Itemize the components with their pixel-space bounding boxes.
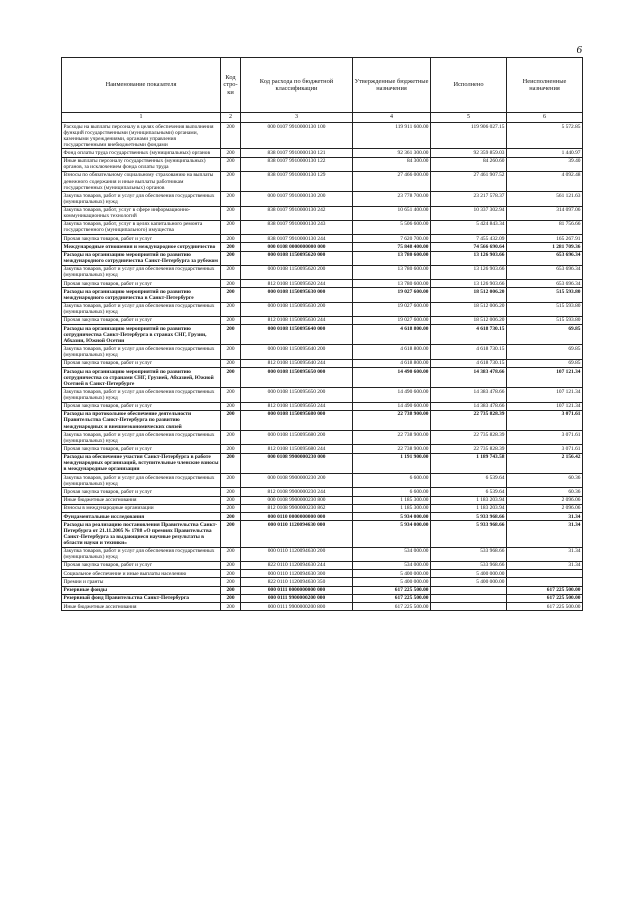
approved-cell: 14 490 600.00 — [353, 402, 431, 410]
expense-code-cell: 000 0108 9900000230 200 — [241, 473, 353, 487]
line-code-cell: 200 — [221, 280, 241, 288]
expense-code-cell: 000 0110 1120094630 300 — [241, 570, 353, 578]
line-code-cell: 200 — [221, 402, 241, 410]
expense-code-cell: 812 0108 1150095640 244 — [241, 359, 353, 367]
line-code-cell: 200 — [221, 431, 241, 445]
unexecuted-cell: 3 071.61 — [507, 431, 583, 445]
expense-code-cell: 000 0108 9900000230 800 — [241, 496, 353, 504]
expense-code-cell: 812 0108 1150095630 244 — [241, 316, 353, 324]
header-expense-code: Код расхода по бюджетной классификации — [241, 58, 353, 113]
approved-cell: 1 185 300.00 — [353, 504, 431, 512]
expense-code-cell: 000 0111 0000000000 000 — [241, 586, 353, 594]
column-number-row — [62, 113, 583, 123]
approved-cell: 23 778 700.00 — [353, 192, 431, 206]
table-row — [62, 578, 583, 586]
line-code-cell: 200 — [221, 288, 241, 302]
expense-code-cell: 812 0108 1150095620 244 — [241, 280, 353, 288]
table-row — [62, 206, 583, 220]
expense-code-cell: 812 0108 1150095680 244 — [241, 445, 353, 453]
line-code-cell: 200 — [221, 512, 241, 520]
approved-cell: 5 934 000.00 — [353, 512, 431, 520]
indicator-name-cell: Премии и гранты — [62, 578, 221, 586]
unexecuted-cell: 617 225 500.00 — [507, 594, 583, 602]
executed-cell: 1 183 203.94 — [431, 504, 507, 512]
expense-code-cell: 812 0108 1150095650 244 — [241, 402, 353, 410]
line-code-cell: 200 — [221, 192, 241, 206]
expense-code-cell: 822 0110 1120094630 350 — [241, 578, 353, 586]
expense-code-cell: 000 0110 0000000000 000 — [241, 512, 353, 520]
header-indicator-name: Наименование показателя — [62, 58, 221, 113]
line-code-cell: 200 — [221, 359, 241, 367]
approved-cell: 84 300.00 — [353, 157, 431, 171]
unexecuted-cell: 617 225 500.00 — [507, 603, 583, 611]
executed-cell: 13 126 903.66 — [431, 265, 507, 279]
column-number: 4 — [353, 113, 431, 123]
indicator-name-cell: Фундаментальные исследования — [62, 512, 221, 520]
unexecuted-cell: 69.85 — [507, 345, 583, 359]
approved-cell: 19 027 600.00 — [353, 316, 431, 324]
line-code-cell: 200 — [221, 251, 241, 265]
indicator-name-cell: Расходы на организацию мероприятий по развитию международного сотрудничества в Санкт-Петербурге — [62, 288, 221, 302]
line-code-cell: 200 — [221, 603, 241, 611]
expense-code-cell: 000 0108 9900000230 000 — [241, 453, 353, 473]
approved-cell: 19 027 600.00 — [353, 302, 431, 316]
approved-cell: 1 191 900.00 — [353, 453, 431, 473]
indicator-name-cell: Прочая закупка товаров, работ и услуг — [62, 359, 221, 367]
expense-code-cell: 000 0110 1120094630 000 — [241, 521, 353, 547]
expense-code-cell: 838 0107 9910000130 122 — [241, 157, 353, 171]
approved-cell: 4 618 800.00 — [353, 359, 431, 367]
approved-cell: 22 738 900.00 — [353, 410, 431, 430]
expense-code-cell: 000 0108 1150095680 000 — [241, 410, 353, 430]
approved-cell: 119 911 600.00 — [353, 123, 431, 149]
unexecuted-cell: 69.85 — [507, 325, 583, 345]
table-row — [62, 570, 583, 578]
table-row — [62, 521, 583, 547]
unexecuted-cell: 2 096.06 — [507, 496, 583, 504]
executed-cell: 6 539.64 — [431, 488, 507, 496]
unexecuted-cell: 653 696.34 — [507, 265, 583, 279]
line-code-cell: 200 — [221, 265, 241, 279]
approved-cell: 27 466 000.00 — [353, 171, 431, 191]
table-row — [62, 586, 583, 594]
line-code-cell: 200 — [221, 504, 241, 512]
indicator-name-cell: Закупка товаров, работ, услуг в сфере информационно-коммуникационных технологий — [62, 206, 221, 220]
unexecuted-cell — [507, 578, 583, 586]
column-number: 3 — [241, 113, 353, 123]
unexecuted-cell: 2 156.42 — [507, 453, 583, 473]
line-code-cell: 200 — [221, 570, 241, 578]
approved-cell: 92 361 300.00 — [353, 149, 431, 157]
line-code-cell: 200 — [221, 578, 241, 586]
line-code-cell: 200 — [221, 445, 241, 453]
approved-cell: 4 618 800.00 — [353, 345, 431, 359]
indicator-name-cell: Закупка товаров, работ и услуг для обеспечения государственных (муниципальных) нужд — [62, 265, 221, 279]
indicator-name-cell: Иные бюджетные ассигнования — [62, 496, 221, 504]
indicator-name-cell: Прочая закупка товаров, работ и услуг — [62, 561, 221, 569]
line-code-cell: 200 — [221, 496, 241, 504]
expense-code-cell: 000 0108 1150095640 200 — [241, 345, 353, 359]
table-header-row — [62, 58, 583, 113]
table-row — [62, 280, 583, 288]
unexecuted-cell: 107 121.34 — [507, 367, 583, 387]
line-code-cell: 200 — [221, 345, 241, 359]
indicator-name-cell: Международные отношения и международное сотрудничество — [62, 243, 221, 251]
indicator-name-cell: Закупка товаров, работ и услуг для обеспечения государственных (муниципальных) нужд — [62, 345, 221, 359]
approved-cell: 13 780 600.00 — [353, 251, 431, 265]
column-number: 6 — [507, 113, 583, 123]
unexecuted-cell: 1 440.97 — [507, 149, 583, 157]
column-number: 5 — [431, 113, 507, 123]
indicator-name-cell: Расходы на организацию мероприятий по развитию сотрудничества Санкт-Петербурга в странах СНГ, Грузии, Абхазии, Южной Осетии — [62, 325, 221, 345]
approved-cell: 5 400 000.00 — [353, 578, 431, 586]
table-row — [62, 251, 583, 265]
unexecuted-cell: 617 225 500.00 — [507, 586, 583, 594]
executed-cell: 22 735 828.39 — [431, 431, 507, 445]
expense-code-cell: 000 0108 1150095630 000 — [241, 288, 353, 302]
line-code-cell: 200 — [221, 316, 241, 324]
approved-cell: 75 848 400.00 — [353, 243, 431, 251]
approved-cell: 14 490 600.00 — [353, 388, 431, 402]
table-body — [62, 123, 583, 611]
unexecuted-cell: 653 696.34 — [507, 280, 583, 288]
executed-cell: 5 424 843.34 — [431, 220, 507, 234]
unexecuted-cell: 31.34 — [507, 521, 583, 547]
executed-cell: 14 383 478.66 — [431, 388, 507, 402]
expense-code-cell: 000 0111 9900000200 000 — [241, 594, 353, 602]
line-code-cell: 200 — [221, 521, 241, 547]
unexecuted-cell: 3 071.61 — [507, 445, 583, 453]
line-code-cell: 200 — [221, 586, 241, 594]
unexecuted-cell: 314 097.06 — [507, 206, 583, 220]
approved-cell: 13 780 600.00 — [353, 265, 431, 279]
approved-cell: 5 400 000.00 — [353, 570, 431, 578]
executed-cell: 4 618 730.15 — [431, 345, 507, 359]
approved-cell: 22 738 900.00 — [353, 431, 431, 445]
executed-cell: 4 618 730.15 — [431, 359, 507, 367]
expense-code-cell: 812 0108 9900000230 244 — [241, 488, 353, 496]
expense-code-cell: 000 0108 1150095640 000 — [241, 325, 353, 345]
unexecuted-cell: 515 593.80 — [507, 302, 583, 316]
unexecuted-cell: 81 756.66 — [507, 220, 583, 234]
unexecuted-cell: 5 572.85 — [507, 123, 583, 149]
executed-cell — [431, 594, 507, 602]
expense-code-cell: 812 0108 9900000230 862 — [241, 504, 353, 512]
unexecuted-cell: 165 267.91 — [507, 235, 583, 243]
indicator-name-cell: Закупка товаров, работ и услуг для обеспечения государственных (муниципальных) нужд — [62, 473, 221, 487]
unexecuted-cell: 653 696.34 — [507, 251, 583, 265]
header-line-code: Код стро-ки — [221, 58, 241, 113]
unexecuted-cell: 2 096.06 — [507, 504, 583, 512]
unexecuted-cell: 31.34 — [507, 512, 583, 520]
approved-cell: 13 780 600.00 — [353, 280, 431, 288]
executed-cell: 74 566 690.64 — [431, 243, 507, 251]
unexecuted-cell: 3 071.61 — [507, 410, 583, 430]
unexecuted-cell: 107 121.34 — [507, 388, 583, 402]
indicator-name-cell: Социальное обеспечение и иные выплаты населению — [62, 570, 221, 578]
table-row — [62, 157, 583, 171]
line-code-cell: 200 — [221, 547, 241, 561]
approved-cell: 19 027 600.00 — [353, 288, 431, 302]
expense-code-cell: 000 0107 9910000130 100 — [241, 123, 353, 149]
expense-code-cell: 000 0108 1150095620 200 — [241, 265, 353, 279]
expense-code-cell: 000 0108 1150095680 200 — [241, 431, 353, 445]
approved-cell: 7 620 700.00 — [353, 235, 431, 243]
table-row — [62, 367, 583, 387]
header-executed: Исполнено — [431, 58, 507, 113]
table-row — [62, 123, 583, 149]
indicator-name-cell: Расходы на организацию мероприятий по развитию сотрудничества со странами СНГ, Грузией, Абхазией, Южной Осетией в Санкт-Петербурге — [62, 367, 221, 387]
table-row — [62, 388, 583, 402]
executed-cell: 1 189 743.58 — [431, 453, 507, 473]
table-row — [62, 603, 583, 611]
expense-code-cell: 000 0110 1120094630 200 — [241, 547, 353, 561]
line-code-cell: 200 — [221, 453, 241, 473]
unexecuted-cell: 561 121.63 — [507, 192, 583, 206]
executed-cell: 92 359 859.03 — [431, 149, 507, 157]
line-code-cell: 200 — [221, 243, 241, 251]
line-code-cell: 200 — [221, 220, 241, 234]
expense-code-cell: 000 0108 0000000000 000 — [241, 243, 353, 251]
table-row — [62, 431, 583, 445]
table-row — [62, 547, 583, 561]
approved-cell: 1 185 300.00 — [353, 496, 431, 504]
indicator-name-cell: Закупка товаров, работ и услуг для обеспечения государственных (муниципальных) нужд — [62, 192, 221, 206]
approved-cell: 22 738 900.00 — [353, 445, 431, 453]
executed-cell: 5 933 968.66 — [431, 512, 507, 520]
line-code-cell: 200 — [221, 561, 241, 569]
indicator-name-cell: Закупка товаров, работ и услуг для обеспечения государственных (муниципальных) нужд — [62, 431, 221, 445]
approved-cell: 6 600.00 — [353, 473, 431, 487]
executed-cell: 23 217 578.37 — [431, 192, 507, 206]
executed-cell: 84 260.60 — [431, 157, 507, 171]
table-row — [62, 316, 583, 324]
unexecuted-cell: 4 092.48 — [507, 171, 583, 191]
indicator-name-cell: Фонд оплаты труда государственных (муниципальных) органов — [62, 149, 221, 157]
unexecuted-cell: 1 281 709.36 — [507, 243, 583, 251]
approved-cell: 4 618 800.00 — [353, 325, 431, 345]
indicator-name-cell: Прочая закупка товаров, работ и услуг — [62, 316, 221, 324]
indicator-name-cell: Закупка товаров, работ и услуг для обеспечения государственных (муниципальных) нужд — [62, 388, 221, 402]
expense-code-cell: 838 0107 9910000130 242 — [241, 206, 353, 220]
approved-cell: 6 600.00 — [353, 488, 431, 496]
table-row — [62, 473, 583, 487]
executed-cell: 14 383 478.66 — [431, 402, 507, 410]
line-code-cell: 200 — [221, 325, 241, 345]
line-code-cell: 200 — [221, 235, 241, 243]
table-row — [62, 265, 583, 279]
line-code-cell: 200 — [221, 410, 241, 430]
line-code-cell: 200 — [221, 367, 241, 387]
indicator-name-cell: Прочая закупка товаров, работ и услуг — [62, 402, 221, 410]
expense-code-cell: 822 0110 1120094630 244 — [241, 561, 353, 569]
table-row — [62, 561, 583, 569]
column-number: 2 — [221, 113, 241, 123]
line-code-cell: 200 — [221, 171, 241, 191]
line-code-cell: 200 — [221, 149, 241, 157]
table-row — [62, 445, 583, 453]
page-number: 6 — [576, 44, 582, 56]
expense-code-cell: 000 0107 9910000130 200 — [241, 192, 353, 206]
table-row — [62, 243, 583, 251]
executed-cell: 533 968.66 — [431, 561, 507, 569]
column-number: 1 — [62, 113, 221, 123]
indicator-name-cell: Прочая закупка товаров, работ и услуг — [62, 280, 221, 288]
table-row — [62, 488, 583, 496]
unexecuted-cell: 31.34 — [507, 561, 583, 569]
executed-cell: 5 933 968.66 — [431, 521, 507, 547]
table-row — [62, 149, 583, 157]
expense-code-cell: 000 0108 1150095650 200 — [241, 388, 353, 402]
table-row — [62, 288, 583, 302]
unexecuted-cell: 60.36 — [507, 473, 583, 487]
indicator-name-cell: Расходы на протокольное обеспечение деятельности Правительства Санкт-Петербурга по развитию международных и внешнеэкономических связей — [62, 410, 221, 430]
expense-code-cell: 838 0107 9910000130 243 — [241, 220, 353, 234]
unexecuted-cell: 107 121.34 — [507, 402, 583, 410]
executed-cell: 1 183 203.94 — [431, 496, 507, 504]
indicator-name-cell: Расходы на выплаты персоналу в целях обеспечения выполнения функций государственными (муниципальными) органами, казенными учреждениями, органами управления государственными внебюджетными фондами — [62, 123, 221, 149]
approved-cell: 617 225 500.00 — [353, 586, 431, 594]
table-row — [62, 325, 583, 345]
executed-cell: 18 512 006.20 — [431, 316, 507, 324]
unexecuted-cell: 31.34 — [507, 547, 583, 561]
approved-cell: 10 651 400.00 — [353, 206, 431, 220]
indicator-name-cell: Закупка товаров, работ и услуг для обеспечения государственных (муниципальных) нужд — [62, 302, 221, 316]
table-row — [62, 504, 583, 512]
table-row — [62, 410, 583, 430]
executed-cell: 5 400 000.00 — [431, 570, 507, 578]
executed-cell: 10 337 302.94 — [431, 206, 507, 220]
executed-cell — [431, 586, 507, 594]
expense-code-cell: 000 0108 1150095620 000 — [241, 251, 353, 265]
table-row — [62, 496, 583, 504]
line-code-cell: 200 — [221, 302, 241, 316]
unexecuted-cell: 515 593.80 — [507, 288, 583, 302]
table-row — [62, 345, 583, 359]
line-code-cell: 200 — [221, 488, 241, 496]
approved-cell: 5 506 600.00 — [353, 220, 431, 234]
indicator-name-cell: Иные бюджетные ассигнования — [62, 603, 221, 611]
table-row — [62, 171, 583, 191]
expense-code-cell: 838 0107 9910000130 244 — [241, 235, 353, 243]
approved-cell: 617 225 500.00 — [353, 603, 431, 611]
approved-cell: 14 490 600.00 — [353, 367, 431, 387]
indicator-name-cell: Прочая закупка товаров, работ и услуг — [62, 488, 221, 496]
executed-cell: 4 618 730.15 — [431, 325, 507, 345]
unexecuted-cell: 60.36 — [507, 488, 583, 496]
approved-cell: 5 934 000.00 — [353, 521, 431, 547]
budget-execution-table — [61, 57, 583, 611]
executed-cell: 22 735 828.39 — [431, 445, 507, 453]
indicator-name-cell: Прочая закупка товаров, работ и услуг — [62, 445, 221, 453]
approved-cell: 617 225 500.00 — [353, 594, 431, 602]
executed-cell: 22 735 828.39 — [431, 410, 507, 430]
line-code-cell: 200 — [221, 594, 241, 602]
table-row — [62, 192, 583, 206]
line-code-cell: 200 — [221, 388, 241, 402]
indicator-name-cell: Взносы по обязательному социальному страхованию на выплаты денежного содержания и иные выплаты работникам государственных (муниципальных) органов — [62, 171, 221, 191]
unexecuted-cell: 69.85 — [507, 359, 583, 367]
table-row — [62, 594, 583, 602]
executed-cell: 14 383 478.66 — [431, 367, 507, 387]
indicator-name-cell: Расходы на реализацию постановления Правительства Санкт-Петербурга от 21.11.2005 № 1788 «О премиях Правительства Санкт-Петербурга за выдающиеся научные результаты в области науки и техники» — [62, 521, 221, 547]
executed-cell: 18 512 006.20 — [431, 288, 507, 302]
unexecuted-cell: 39.40 — [507, 157, 583, 171]
indicator-name-cell: Прочая закупка товаров, работ и услуг — [62, 235, 221, 243]
approved-cell: 534 000.00 — [353, 547, 431, 561]
executed-cell: 6 539.64 — [431, 473, 507, 487]
line-code-cell: 200 — [221, 157, 241, 171]
unexecuted-cell — [507, 570, 583, 578]
executed-cell: 13 126 903.66 — [431, 280, 507, 288]
table-row — [62, 235, 583, 243]
executed-cell — [431, 603, 507, 611]
expense-code-cell: 838 0107 9910000130 121 — [241, 149, 353, 157]
table-row — [62, 512, 583, 520]
indicator-name-cell: Резервные фонды — [62, 586, 221, 594]
header-approved: Утвержденные бюджетные назначения — [353, 58, 431, 113]
table-row — [62, 453, 583, 473]
line-code-cell: 200 — [221, 123, 241, 149]
executed-cell: 5 400 000.00 — [431, 578, 507, 586]
executed-cell: 13 126 903.66 — [431, 251, 507, 265]
line-code-cell: 200 — [221, 473, 241, 487]
header-unexecuted: Неисполненные назначения — [507, 58, 583, 113]
expense-code-cell: 000 0111 9900000200 800 — [241, 603, 353, 611]
approved-cell: 534 000.00 — [353, 561, 431, 569]
indicator-name-cell: Резервный фонд Правительства Санкт-Петербурга — [62, 594, 221, 602]
expense-code-cell: 000 0108 1150095650 000 — [241, 367, 353, 387]
table-row — [62, 402, 583, 410]
executed-cell: 7 455 432.09 — [431, 235, 507, 243]
table-row — [62, 359, 583, 367]
indicator-name-cell: Расходы на организацию мероприятий по развитию международного сотрудничества Санкт-Петербурга за рубежом — [62, 251, 221, 265]
executed-cell: 533 968.66 — [431, 547, 507, 561]
indicator-name-cell: Закупка товаров, работ и услуг для обеспечения государственных (муниципальных) нужд — [62, 547, 221, 561]
unexecuted-cell: 515 593.80 — [507, 316, 583, 324]
expense-code-cell: 838 0107 9910000130 129 — [241, 171, 353, 191]
executed-cell: 18 512 006.20 — [431, 302, 507, 316]
line-code-cell: 200 — [221, 206, 241, 220]
executed-cell: 27 461 907.52 — [431, 171, 507, 191]
indicator-name-cell: Иные выплаты персоналу государственных (муниципальных) органов, за исключением фонда оплаты труда — [62, 157, 221, 171]
table-row — [62, 220, 583, 234]
executed-cell: 119 906 027.15 — [431, 123, 507, 149]
table-row — [62, 302, 583, 316]
indicator-name-cell: Расходы на обеспечение участия Санкт-Петербурга в работе международных организаций, вступительные членские взносы в международные организации — [62, 453, 221, 473]
expense-code-cell: 000 0108 1150095630 200 — [241, 302, 353, 316]
indicator-name-cell: Взносы в международные организации — [62, 504, 221, 512]
indicator-name-cell: Закупка товаров, работ, услуг в целях капитального ремонта государственного (муниципального) имущества — [62, 220, 221, 234]
